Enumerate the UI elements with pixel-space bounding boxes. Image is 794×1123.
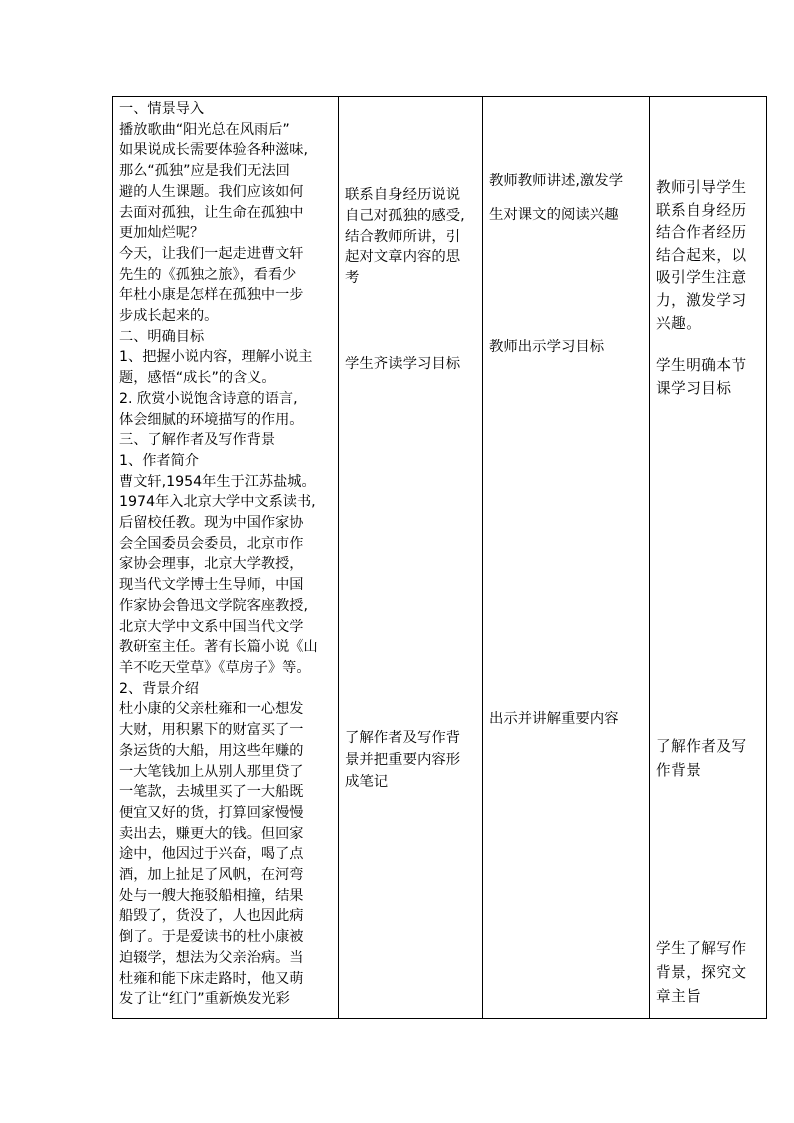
teaching-content-text	[119, 99, 337, 1010]
text-line: 先生的《孤独之旅》，看看少	[119, 266, 297, 283]
teacher-activity-column	[483, 97, 649, 1018]
text-line: 出示并讲解重要内容	[489, 711, 619, 727]
text-line: 自己对孤独的感受,	[345, 207, 465, 224]
teacher-activity-intro	[489, 171, 623, 225]
text-line: 结合起来，以	[656, 246, 747, 264]
text-line: 更加灿烂呢？	[119, 225, 205, 242]
text-line: 2、背景介绍	[119, 680, 199, 697]
text-line: 会全国委员会委员，北京市作	[119, 535, 304, 552]
design-intent-background	[656, 735, 747, 783]
student-activity-notes	[345, 727, 460, 793]
text-line: 便宜又好的货，打算回家慢慢	[119, 804, 304, 821]
text-line: 学生齐读学习目标	[345, 356, 461, 372]
text-line: 兴趣。	[656, 314, 702, 332]
text-line: 羊不吃天堂草》《草房子》等。	[119, 659, 311, 676]
text-line: 条运货的大船，用这些年赚的	[119, 742, 304, 759]
text-line: 成笔记	[345, 774, 389, 790]
text-line: 家协会理事，北京大学教授，	[119, 556, 304, 573]
text-line: 二、明确目标	[119, 328, 205, 345]
text-line: 1、作者简介	[119, 452, 199, 469]
text-line: 1、把握小说内容，理解小说主	[119, 349, 313, 366]
text-line: 三、了解作者及写作背景	[119, 432, 276, 449]
text-line: 曹文轩,1954年生于江苏盐城。	[119, 473, 316, 490]
text-line: 教师教师讲述,激发学	[489, 173, 624, 189]
teacher-activity-explain	[489, 709, 619, 729]
text-line: 一大笔钱加上从别人那里贷了	[119, 763, 304, 780]
text-line: 年杜小康是怎样在孤独中一步	[119, 287, 304, 304]
text-line: 处与一艘大拖驳船相撞，结果	[119, 887, 304, 904]
text-line: 2. 欣赏小说饱含诗意的语言,	[119, 390, 298, 407]
text-line: 作背景	[656, 762, 702, 779]
text-line: 学生了解写作	[656, 940, 747, 957]
design-intent-theme	[656, 937, 747, 1009]
teacher-activity-goals	[489, 337, 604, 357]
text-line: 联系自身经历	[656, 201, 747, 219]
text-line: 背景，探究文	[656, 964, 747, 981]
text-line: 今天，让我们一起走进曹文轩	[119, 245, 304, 262]
text-line: 景并把重要内容形	[345, 752, 461, 768]
text-line: 倒了。于是爱读书的杜小康被	[119, 929, 304, 946]
text-line: 去面对孤独，让生命在孤独中	[119, 204, 304, 221]
text-line: 结合教师所讲，引	[345, 228, 461, 245]
text-line: 教研室主任。著有长篇小说《山	[119, 639, 318, 656]
teaching-content-column	[113, 97, 338, 1018]
student-activity-reflect	[345, 185, 465, 289]
text-line: 作家协会鲁迅文学院客座教授,	[119, 597, 308, 614]
text-line: 教师出示学习目标	[489, 339, 605, 355]
design-intent-goals	[656, 355, 747, 400]
text-line: 一笔款，去城里买了一大船既	[119, 784, 304, 801]
text-line: 卖出去，赚更大的钱。但回家	[119, 825, 304, 842]
text-line: 了解作者及写	[656, 738, 747, 755]
lesson-plan-table	[112, 96, 767, 1019]
text-line: 北京大学中文系中国当代文学	[119, 618, 304, 635]
text-line: 现当代文学博士生导师，中国	[119, 577, 304, 594]
design-intent-column	[650, 97, 767, 1018]
text-line: 1974年入北京大学中文系读书,	[119, 494, 316, 511]
text-line: 如果说成长需要体验各种滋味,	[119, 142, 308, 159]
text-line: 课学习目标	[656, 379, 732, 397]
text-line: 吸引学生注意	[656, 269, 747, 287]
text-line: 船毁了，货没了，人也因此病	[119, 908, 304, 925]
text-line: 体会细腻的环境描写的作用。	[119, 411, 304, 428]
text-line: 避的人生课题。我们应该如何	[119, 183, 304, 200]
text-line: 结合作者经历	[656, 224, 747, 242]
text-line: 章主旨	[656, 988, 702, 1005]
text-line: 杜雍和能下床走路时，他又萌	[119, 970, 304, 987]
student-activity-read-goals	[345, 354, 460, 375]
text-line: 迫辍学，想法为父亲治病。当	[119, 949, 304, 966]
text-line: 大财，用积累下的财富买了一	[119, 722, 304, 739]
text-line: 发了让“红门”重新焕发光彩	[119, 991, 290, 1008]
text-line: 途中，他因过于兴奋，喝了点	[119, 846, 304, 863]
text-line: 力，激发学习	[656, 291, 747, 309]
text-line: 考	[345, 270, 360, 287]
text-line: 生对课文的阅读兴趣	[489, 207, 619, 223]
design-intent-interest	[656, 177, 747, 335]
text-line: 步成长起来的。	[119, 308, 219, 325]
text-line: 学生明确本节	[656, 357, 747, 374]
student-activity-column	[339, 97, 482, 1018]
text-line: 了解作者及写作背	[345, 730, 461, 746]
text-line: 后留校任教。现为中国作家协	[119, 515, 304, 532]
text-line: 题，感悟“成长”的含义。	[119, 370, 276, 387]
text-line: 播放歌曲“阳光总在风雨后”	[119, 121, 290, 138]
text-line: 那么“孤独”应是我们无法回	[119, 163, 290, 180]
text-line: 杜小康的父亲杜雍和一心想发	[119, 701, 304, 718]
text-line: 酒，加上扯足了风帆，在河弯	[119, 867, 304, 884]
text-line: 联系自身经历说说	[345, 187, 461, 203]
text-line: 一、情景导入	[119, 101, 205, 117]
text-line: 教师引导学生	[656, 179, 747, 196]
text-line: 起对文章内容的思	[345, 249, 461, 266]
